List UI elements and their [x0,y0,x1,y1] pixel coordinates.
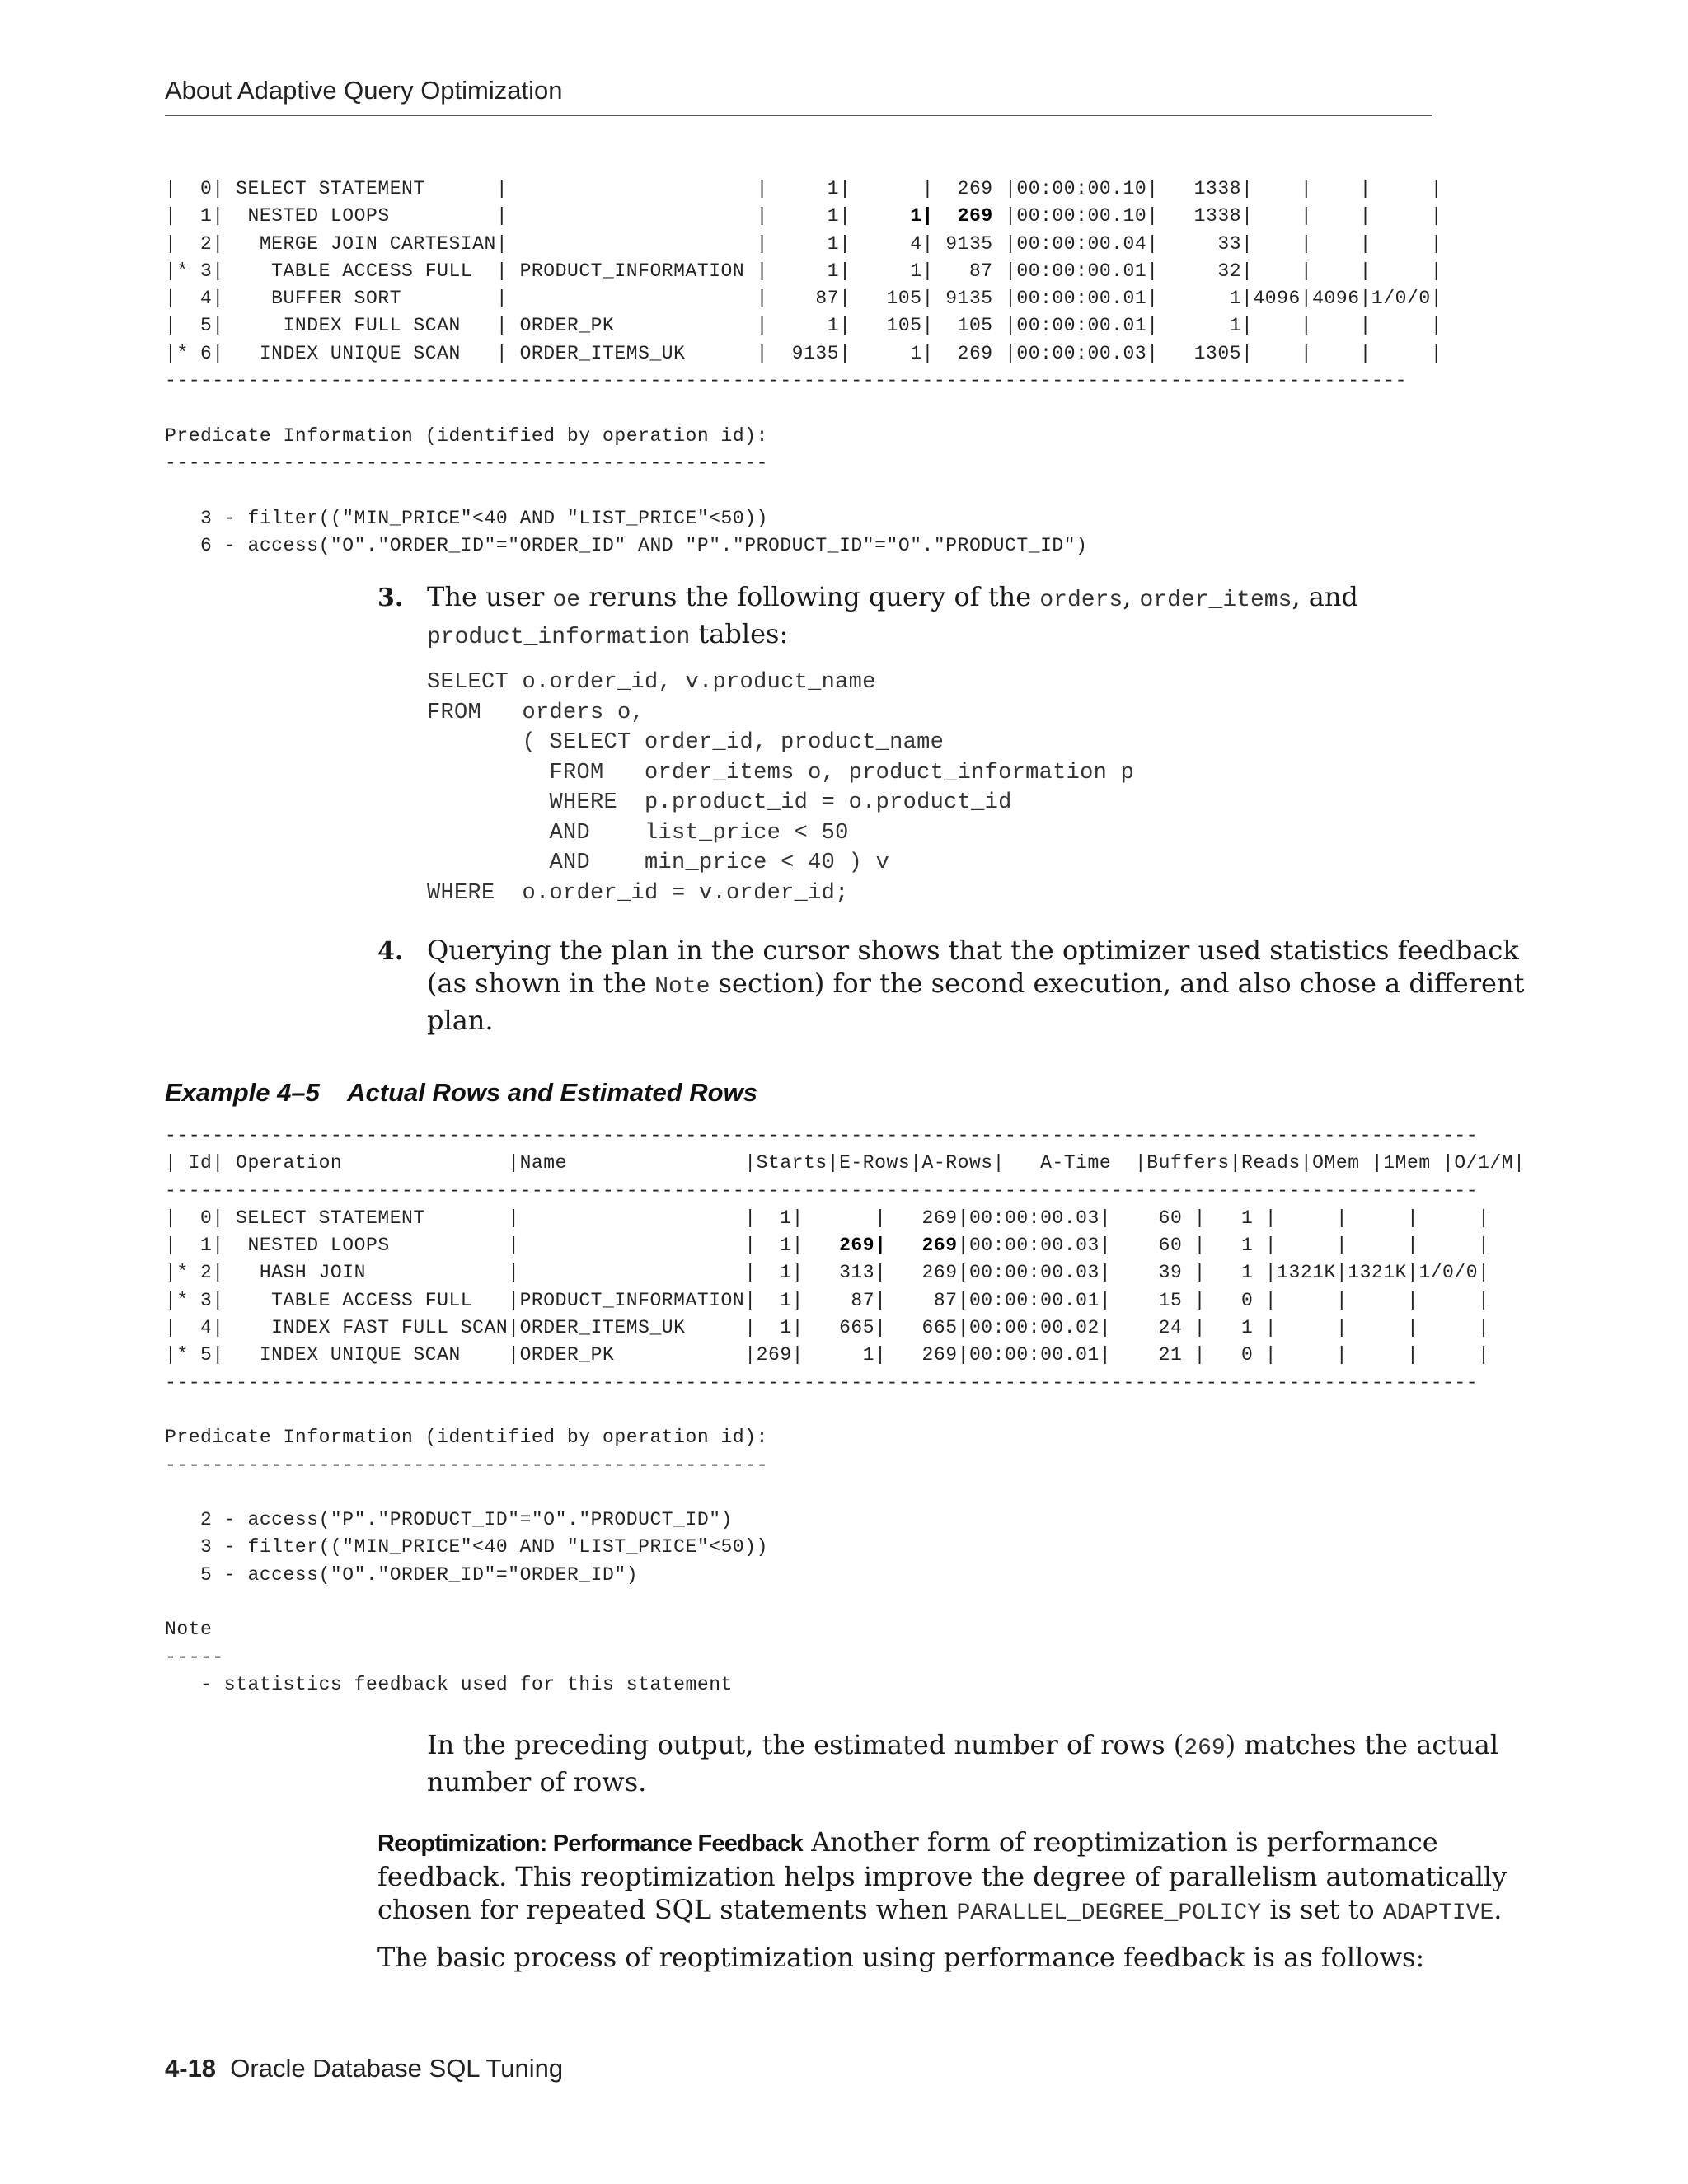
predicates2-line-0: 2 - access("P"."PRODUCT_ID"="O"."PRODUCT_ID") [165,1509,733,1531]
plan1-row-4: | 4| BUFFER SORT | | 87| 105| 9135 |00:00:00.01| 1|4096|4096|1/0/0| [165,288,1443,310]
step-3-number: 3. [377,583,404,612]
page-number: 4-18 [165,2054,217,2083]
example-title: Example 4–5 Actual Rows and Estimated Rows [165,1078,757,1107]
reoptimization-runin-heading: Reoptimization: Performance Feedback [377,1830,803,1857]
code-adaptive: ADAPTIVE [1382,1900,1494,1926]
predicates1-line-0: 3 - filter(("MIN_PRICE"<40 AND "LIST_PRICE"<50)) [165,507,768,529]
note-line: - statistics feedback used for this statement [165,1673,733,1695]
predicates2-title: Predicate Information (identified by operation id): [165,1427,768,1449]
plan1-table [165,176,1442,560]
code-oe: oe [552,588,581,613]
sql-line-6: AND min_price < 40 ) v [427,851,890,875]
closing-paragraph: In the preceding output, the estimated number of rows (269) matches the actual number of rows. [427,1729,1499,1797]
running-head: About Adaptive Query Optimization [165,76,563,105]
plan2-row-2: |* 2| HASH JOIN | | 1| 313| 269|00:00:00.03| 39 | 1 |1321K|1321K|1/0/0| [165,1262,1490,1284]
step-4-number: 4. [377,937,404,966]
plan1-row-6: |* 6| INDEX UNIQUE SCAN | ORDER_ITEMS_UK | 9135| 1| 269 |00:00:00.03| 1305| | | | [165,342,1443,364]
plan1-row-3: |* 3| TABLE ACCESS FULL | PRODUCT_INFORMATION | 1| 1| 87 |00:00:00.01| 32| | | | [165,260,1443,282]
predicates2-line-1: 3 - filter(("MIN_PRICE"<40 AND "LIST_PRICE"<50)) [165,1536,768,1558]
note-title: Note [165,1619,213,1641]
step-3-text: The user oe reruns the following query of the orders, order_items, and product_information tables: [427,581,1358,650]
plan2-row-0: | 0| SELECT STATEMENT | | 1| | 269|00:00:00.03| 60 | 1 | | | | [165,1207,1490,1229]
page-footer [165,2054,563,2083]
predicates2-rule: --------------------------------------------------- [165,1454,768,1476]
predicates1-line-1: 6 - access("O"."ORDER_ID"="ORDER_ID" AND "P"."PRODUCT_ID"="O"."PRODUCT_ID") [165,534,1088,556]
sql-line-3: FROM order_items o, product_information p [427,760,1135,785]
step-4-text: Querying the plan in the cursor shows that the optimizer used statistics feedback (as shown in the Note section) for the second execution, and also chose a different plan. [427,935,1525,1036]
sql-line-2: ( SELECT order_id, product_name [427,730,945,755]
plan1-row-0: | 0| SELECT STATEMENT | | 1| | 269 |00:00:00.10| 1338| | | | [165,178,1443,199]
plan2-table [165,1122,1526,1699]
plan2-row-1-bold: 269| 269 [839,1235,958,1257]
basic-process-paragraph: The basic process of reoptimization using performance feedback is as follows: [377,1942,1425,1973]
sql-line-5: AND list_price < 50 [427,820,849,846]
predicates2-line-2: 5 - access("O"."ORDER_ID"="ORDER_ID") [165,1563,639,1586]
step-3-sql [427,668,1134,908]
note-rule: ----- [165,1646,224,1668]
code-order-items: order_items [1139,588,1292,613]
plan2-rule-bottom: --------------------------------------------------------------------------------------------------------------- [165,1371,1479,1394]
sql-line-7: WHERE o.order_id = v.order_id; [427,880,849,906]
plan1-rule: --------------------------------------------------------------------------------------------------------- [165,370,1407,392]
code-product-information: product_information [427,625,691,650]
code-orders: orders [1039,588,1123,613]
sql-line-4: WHERE p.product_id = o.product_id [427,790,1012,815]
code-note: Note [654,974,710,1000]
plan1-row-1: | 1| NESTED LOOPS | | 1| 1| 269 |00:00:00.10| 1338| | | | [165,205,1443,227]
plan2-row-1: | 1| NESTED LOOPS | | 1| 269| 269|00:00:00.03| 60 | 1 | | | | [165,1235,1490,1257]
book-title: Oracle Database SQL Tuning [230,2054,564,2083]
sql-line-1: FROM orders o, [427,700,645,725]
reoptimization-paragraph: Reoptimization: Performance Feedback Another form of reoptimization is performance feedback. This reoptimization helps improve the degree of parallelism automatically chosen for repeated SQL statements when PARALLEL_DEGREE_POLICY is set to ADAPTIVE. [377,1826,1507,1926]
header-rule [165,115,1432,116]
plan1-row-1-bold: 1| 269 [910,205,993,227]
predicates1-rule: --------------------------------------------------- [165,452,768,474]
plan2-row-5: |* 5| INDEX UNIQUE SCAN |ORDER_PK |269| 1| 269|00:00:00.01| 21 | 0 | | | | [165,1344,1490,1366]
plan1-row-5: | 5| INDEX FULL SCAN | ORDER_PK | 1| 105| 105 |00:00:00.01| 1| | | | [165,315,1443,337]
plan2-rule-mid: --------------------------------------------------------------------------------------------------------------- [165,1179,1479,1202]
code-269: 269 [1184,1736,1226,1761]
sql-line-0: SELECT o.order_id, v.product_name [427,670,876,695]
plan2-row-3: |* 3| TABLE ACCESS FULL |PRODUCT_INFORMATION| 1| 87| 87|00:00:00.01| 15 | 0 | | | | [165,1289,1490,1311]
plan2-rule-top: --------------------------------------------------------------------------------------------------------------- [165,1125,1479,1146]
code-parallel-degree-policy: PARALLEL_DEGREE_POLICY [956,1900,1262,1926]
plan2-row-4: | 4| INDEX FAST FULL SCAN|ORDER_ITEMS_UK | 1| 665| 665|00:00:00.02| 24 | 1 | | | | [165,1317,1490,1339]
plan1-row-2: | 2| MERGE JOIN CARTESIAN| | 1| 4| 9135 |00:00:00.04| 33| | | | [165,232,1443,255]
predicates1-title: Predicate Information (identified by operation id): [165,424,768,447]
plan2-header: | Id| Operation |Name |Starts|E-Rows|A-Rows| A-Time |Buffers|Reads|OMem |1Mem |O/1/M| [165,1152,1526,1174]
